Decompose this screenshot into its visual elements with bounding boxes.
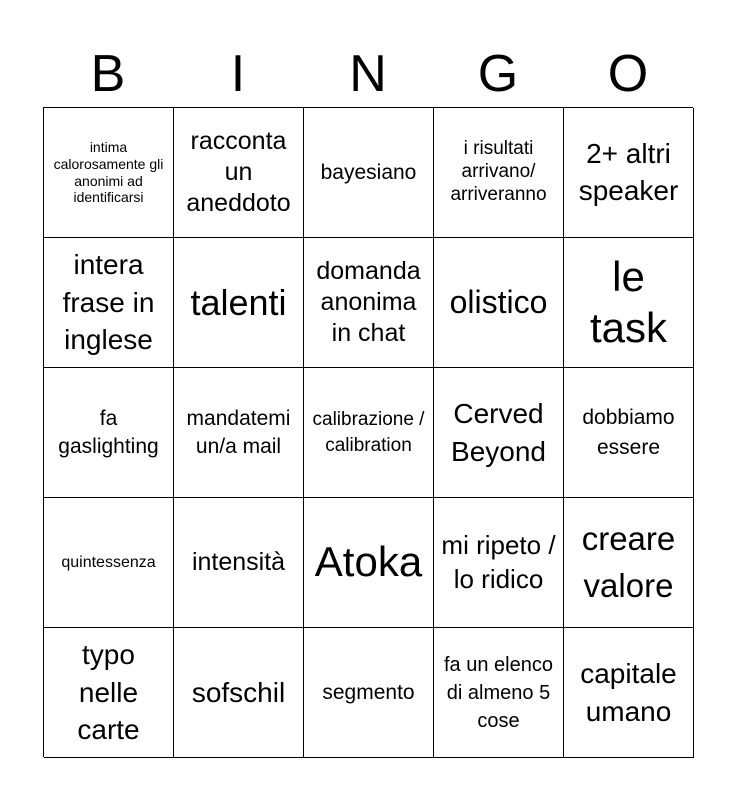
cell-text: calibrazione / calibration [312, 408, 425, 456]
bingo-cell[interactable] [434, 108, 564, 238]
cell-text: fa gaslighting [58, 407, 159, 458]
cell-text: Atoka [314, 538, 423, 586]
cell-text: intima calorosamente gli anonimi ad identificarsi [53, 138, 164, 206]
cell-text: Cerved Beyond [451, 397, 546, 467]
cell-text: bayesiano [320, 160, 417, 184]
bingo-cell[interactable] [564, 108, 694, 238]
bingo-cell[interactable] [174, 108, 304, 238]
cell-text: racconta un aneddoto [186, 126, 291, 218]
cell-text: quintessenza [61, 553, 156, 571]
bingo-cell[interactable] [564, 238, 694, 368]
bingo-cell[interactable] [434, 368, 564, 498]
header-letter-g: G [477, 45, 519, 103]
cell-text: intera frase in inglese [62, 248, 155, 356]
bingo-cell[interactable] [44, 238, 174, 368]
bingo-cell[interactable] [434, 498, 564, 628]
header-letter-n: N [349, 45, 387, 103]
cell-text: mi ripeto / lo ridico [441, 529, 556, 594]
cell-text: creare valore [581, 520, 676, 604]
bingo-cell[interactable] [434, 628, 564, 758]
bingo-cell[interactable] [304, 498, 434, 628]
cell-text: domanda anonima in chat [316, 256, 421, 348]
header-letter-i: I [230, 45, 246, 103]
bingo-cell[interactable] [174, 238, 304, 368]
cell-text: segmento [322, 680, 415, 704]
bingo-cell[interactable] [564, 628, 694, 758]
header-letter-o: O [607, 45, 649, 103]
bingo-cell[interactable] [564, 498, 694, 628]
cell-text: sofschil [191, 676, 286, 708]
bingo-cell[interactable] [564, 368, 694, 498]
bingo-cell[interactable] [304, 628, 434, 758]
cell-text: mandatemi un/a mail [186, 407, 291, 458]
cell-text: le task [589, 253, 668, 351]
bingo-cell[interactable] [304, 238, 434, 368]
bingo-cell[interactable] [174, 368, 304, 498]
bingo-grid [43, 107, 693, 757]
cell-text: capitale umano [580, 657, 677, 727]
cell-text: intensità [191, 547, 286, 576]
bingo-cell[interactable] [44, 498, 174, 628]
bingo-cell[interactable] [44, 628, 174, 758]
cell-text: i risultati arrivano/ arriveranno [450, 138, 547, 205]
cell-text: olistico [449, 284, 548, 321]
bingo-cell[interactable] [304, 108, 434, 238]
cell-text: talenti [190, 281, 287, 323]
bingo-cell[interactable] [174, 498, 304, 628]
bingo-cell[interactable] [44, 368, 174, 498]
cell-text: 2+ altri speaker [578, 138, 679, 206]
cell-text: fa un elenco di almeno 5 cose [444, 653, 553, 732]
bingo-cell[interactable] [44, 108, 174, 238]
bingo-cell[interactable] [174, 628, 304, 758]
bingo-cell[interactable] [304, 368, 434, 498]
bingo-header [43, 40, 693, 108]
cell-text: typo nelle carte [77, 638, 140, 746]
cell-text: dobbiamo essere [582, 406, 675, 459]
header-letter-b: B [90, 45, 126, 103]
bingo-cell[interactable] [434, 238, 564, 368]
